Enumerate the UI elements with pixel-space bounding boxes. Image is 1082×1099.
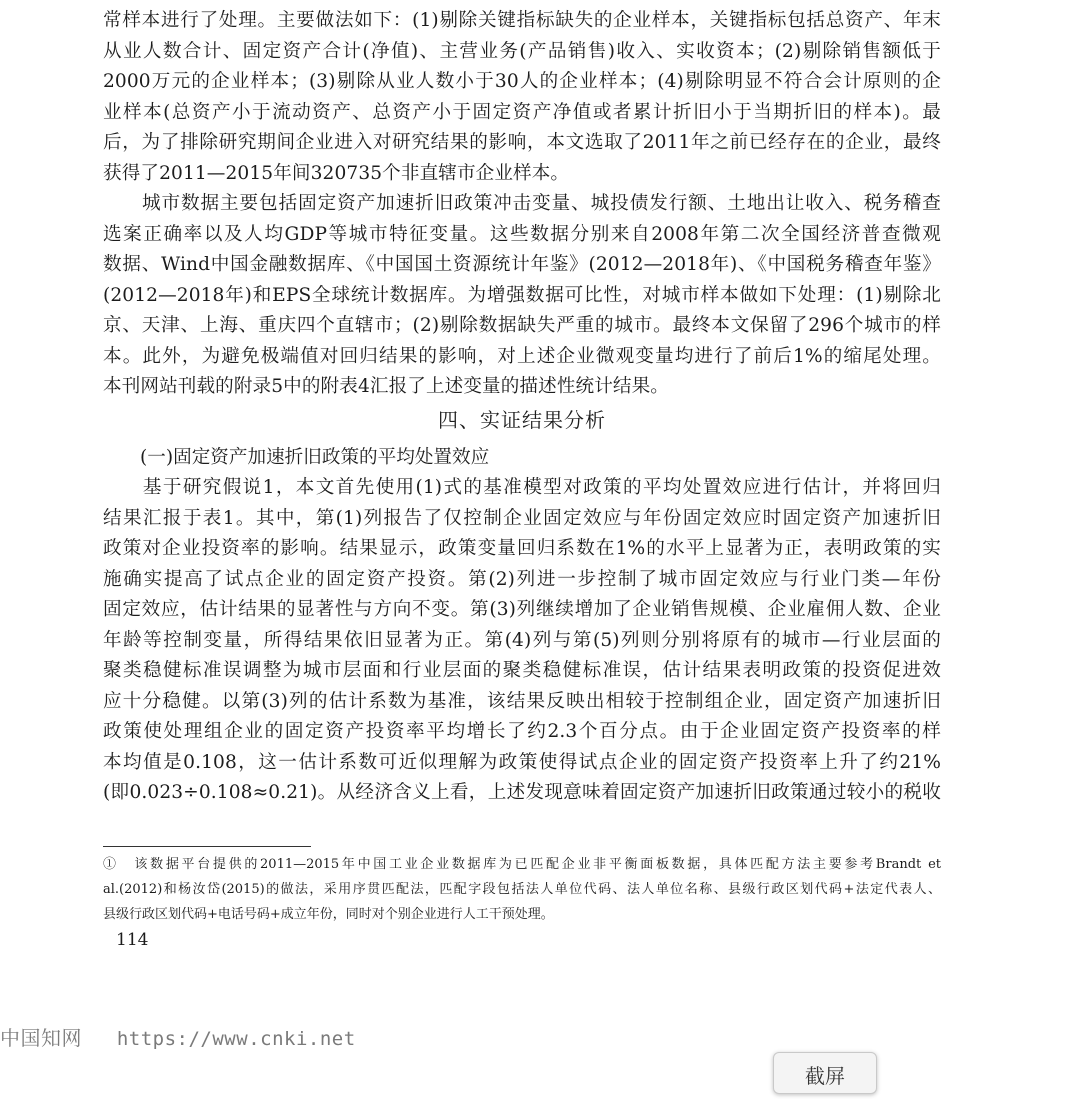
text-line: 年龄等控制变量，所得结果依旧显著为正。第(4)列与第(5)列则分别将原有的城市—行业层面的 [103, 629, 941, 651]
text-line: 固定效应，估计结果的显著性与方向不变。第(3)列继续增加了企业销售规模、企业雇佣人数、企业 [103, 599, 941, 620]
article-body [103, 6, 941, 809]
text-line: 聚类稳健标准误调整为城市层面和行业层面的聚类稳健标准误，估计结果表明政策的投资促进效 [103, 660, 941, 681]
text-line: 从业人数合计、固定资产合计(净值)、主营业务(产品销售)收入、实收资本；(2)剔除销售额低于 [103, 40, 941, 62]
footnote [103, 852, 941, 927]
text-line: 政策使处理组企业的固定资产投资率平均增长了约2.3个百分点。由于企业固定资产投资率的样 [103, 721, 941, 742]
text-line: 城市数据主要包括固定资产加速折旧政策冲击变量、城投债发行额、土地出让收入、税务稽查 [103, 193, 941, 214]
text-line: 后，为了排除研究期间企业进入对研究结果的影响，本文选取了2011年之前已经存在的企业，最终 [103, 132, 941, 153]
watermark-url: https://www.cnki.net [116, 1028, 356, 1050]
text-line: 基于研究假说1，本文首先使用(1)式的基准模型对政策的平均处置效应进行估计，并将回归 [103, 477, 941, 498]
section-heading: 四、实证结果分析 [438, 407, 606, 432]
sub-heading: (一)固定资产加速折旧政策的平均处置效应 [140, 446, 490, 468]
text-line: 本均值是0.108，这一估计系数可近似理解为政策使得试点企业的固定资产投资率上升了约21% [103, 751, 941, 773]
paragraph-data-cleaning [103, 6, 941, 189]
page-number: 114 [116, 930, 149, 950]
paragraph-average-effect [103, 473, 941, 809]
watermark-site-name: 中国知网 [0, 1026, 82, 1050]
footnote-divider [103, 846, 311, 847]
text-line: 本。此外，为避免极端值对回归结果的影响，对上述企业微观变量均进行了前后1%的缩尾处理。 [103, 345, 941, 367]
text-line: 施确实提高了试点企业的固定资产投资。第(2)列进一步控制了城市固定效应与行业门类—年份 [103, 568, 941, 590]
text-line: 结果汇报于表1。其中，第(1)列报告了仅控制企业固定效应与年份固定效应时固定资产加速折旧 [103, 507, 941, 529]
text-line: 应十分稳健。以第(3)列的估计系数为基准，该结果反映出相较于控制组企业，固定资产加速折旧 [103, 690, 941, 712]
footnote-line: al.(2012)和杨汝岱(2015)的做法，采用序贯匹配法，匹配字段包括法人单位代码、法人单位名称、县级行政区划代码+法定代表人、 [103, 882, 941, 897]
text-line: 京、天津、上海、重庆四个直辖市；(2)剔除数据缺失严重的城市。最终本文保留了296个城市的样 [103, 315, 941, 336]
footnote-line: 县级行政区划代码+电话号码+成立年份，同时对个别企业进行人工干预处理。 [103, 907, 554, 922]
text-line: 2000万元的企业样本；(3)剔除从业人数小于30人的企业样本；(4)剔除明显不符合会计原则的企 [103, 71, 941, 92]
text-line: (即0.023÷0.108≈0.21)。从经济含义上看，上述发现意味着固定资产加速折旧政策通过较小的税收 [103, 782, 941, 803]
paragraph-city-data [103, 189, 941, 403]
text-line: 政策对企业投资率的影响。结果显示，政策变量回归系数在1%的水平上显著为正，表明政策的实 [103, 538, 941, 559]
text-line: 获得了2011—2015年间320735个非直辖市企业样本。 [103, 162, 570, 184]
text-line: 本刊网站刊载的附录5中的附表4汇报了上述变量的描述性统计结果。 [103, 376, 669, 397]
footnote-line: ① 该数据平台提供的2011—2015年中国工业企业数据库为已匹配企业非平衡面板数据，具体匹配方法主要参考Brandt et [103, 857, 941, 872]
text-line: 常样本进行了处理。主要做法如下：(1)剔除关键指标缺失的企业样本，关键指标包括总资产、年末 [103, 10, 941, 31]
screenshot-button[interactable]: 截屏 [773, 1052, 877, 1094]
text-line: 数据、Wind中国金融数据库、《中国国土资源统计年鉴》(2012—2018年)、《中国税务稽查年鉴》 [103, 254, 941, 275]
text-line: 业样本(总资产小于流动资产、总资产小于固定资产净值或者累计折旧小于当期折旧的样本)。最 [103, 101, 941, 123]
cnki-watermark [0, 1022, 356, 1051]
text-line: 选案正确率以及人均GDP等城市特征变量。这些数据分别来自2008年第二次全国经济普查微观 [103, 223, 941, 245]
text-line: (2012—2018年)和EPS全球统计数据库。为增强数据可比性，对城市样本做如下处理：(1)剔除北 [103, 284, 941, 306]
